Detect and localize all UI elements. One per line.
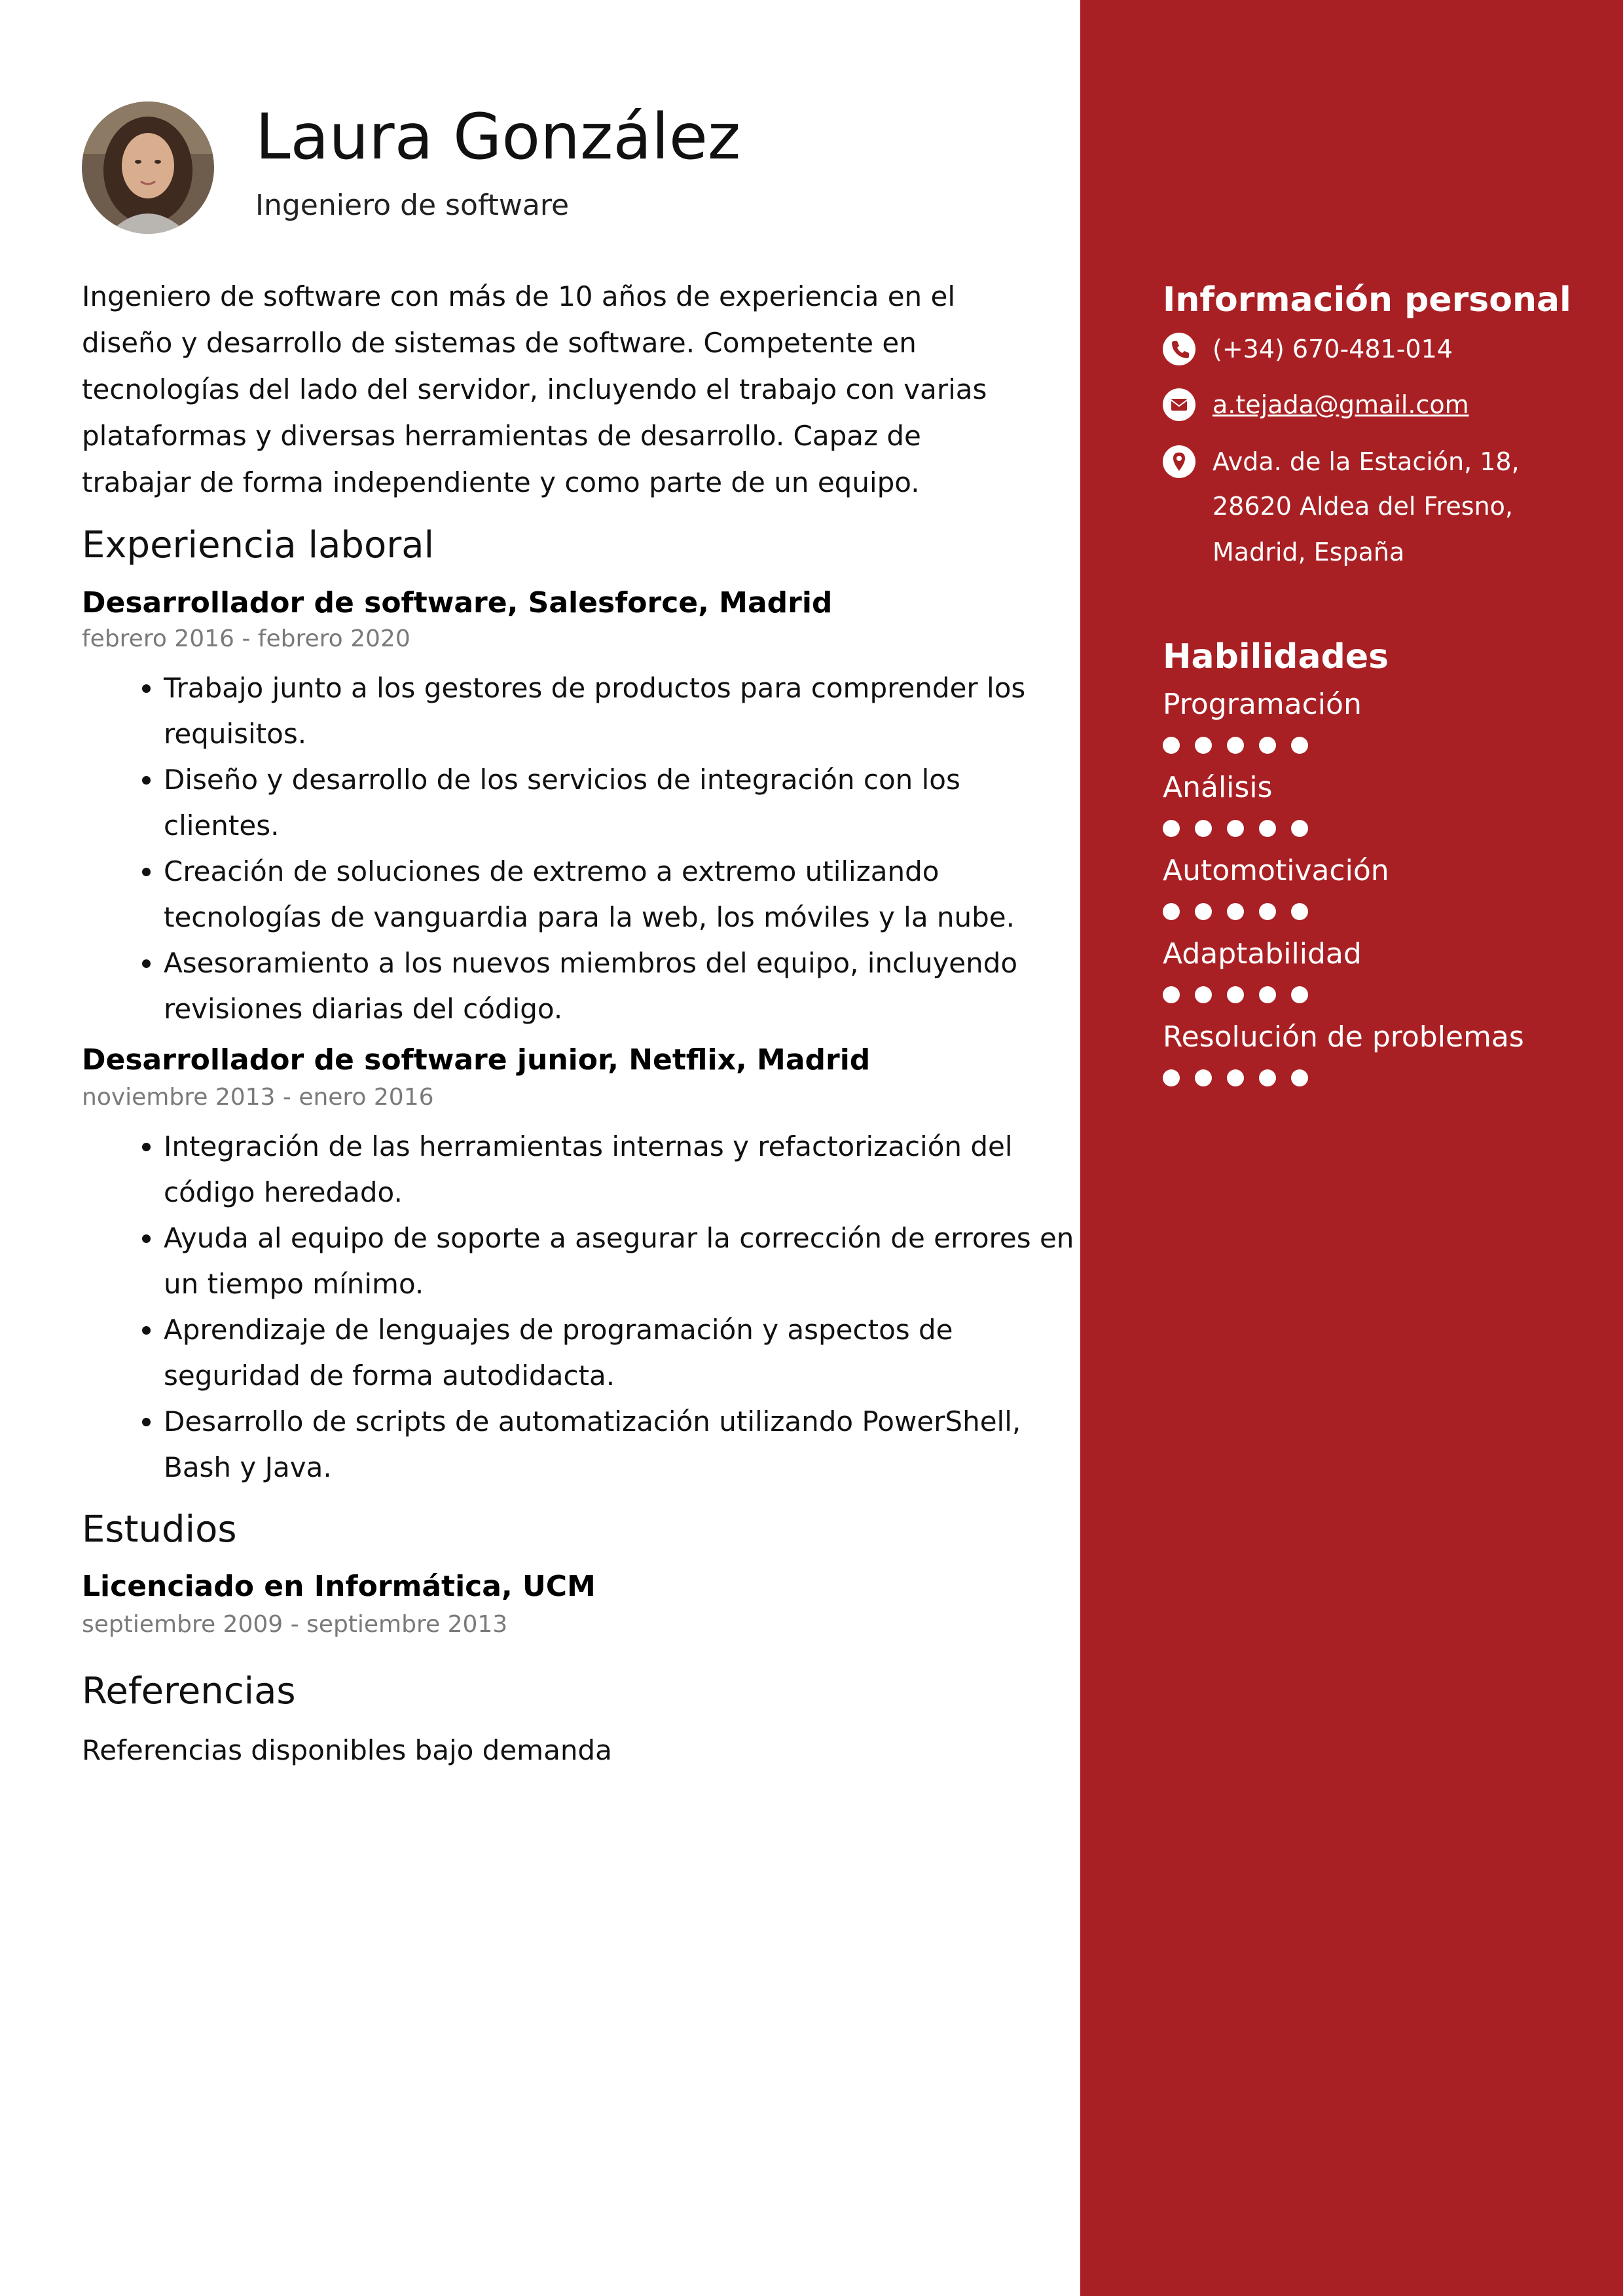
skill-name: Análisis bbox=[1163, 771, 1273, 804]
skill-rating-dot bbox=[1291, 737, 1308, 754]
skill-rating-dot bbox=[1195, 1069, 1212, 1086]
job-bullet: • Ayuda al equipo de soporte a asegurar la corrección de errores en un tiempo mínimo. bbox=[164, 1215, 1080, 1307]
phone-icon bbox=[1163, 333, 1195, 365]
skill-rating-dot bbox=[1291, 1069, 1308, 1086]
map-pin-icon bbox=[1163, 445, 1195, 478]
skill-rating-dot bbox=[1291, 820, 1308, 837]
job-bullet: • Integración de las herramientas internas y refactorización del código heredado. bbox=[164, 1124, 1080, 1215]
skill-rating-dot bbox=[1163, 820, 1180, 837]
education-degree: Licenciado en Informática, UCM bbox=[82, 1570, 596, 1603]
skill-rating-dot bbox=[1195, 986, 1212, 1003]
job-heading: Desarrollador de software junior, Netflix, Madrid bbox=[82, 1043, 871, 1077]
skill-rating-dot bbox=[1163, 903, 1180, 920]
skill-rating-dot bbox=[1259, 1069, 1276, 1086]
skill-rating-dot bbox=[1227, 903, 1244, 920]
job-dates: noviembre 2013 - enero 2016 bbox=[82, 1084, 434, 1111]
profile-photo bbox=[82, 102, 214, 234]
education-dates: septiembre 2009 - septiembre 2013 bbox=[82, 1611, 508, 1638]
address-line: Avda. de la Estación, 18, bbox=[1213, 447, 1520, 476]
skill-rating-dot bbox=[1259, 737, 1276, 754]
skill-name: Automotivación bbox=[1163, 854, 1389, 887]
job-dates: febrero 2016 - febrero 2020 bbox=[82, 625, 410, 652]
job-bullet: • Desarrollo de scripts de automatización utilizando PowerShell, Bash y Java. bbox=[164, 1399, 1080, 1491]
skill-rating-dot bbox=[1195, 903, 1212, 920]
skill-rating-dot bbox=[1227, 737, 1244, 754]
skill-rating-dot bbox=[1291, 986, 1308, 1003]
skill-name: Adaptabilidad bbox=[1163, 937, 1362, 971]
skill-rating-dot bbox=[1227, 986, 1244, 1003]
job-bullet: • Creación de soluciones de extremo a extremo utilizando tecnologías de vanguardia para la web, los móviles y la nube. bbox=[164, 849, 1080, 940]
skill-rating-dot bbox=[1195, 820, 1212, 837]
address-line: Madrid, España bbox=[1213, 538, 1405, 566]
skill-rating-dot bbox=[1259, 903, 1276, 920]
candidate-job-title: Ingeniero de software bbox=[255, 189, 570, 222]
education-heading: Estudios bbox=[82, 1508, 237, 1551]
skill-rating-dot bbox=[1291, 903, 1308, 920]
personal-info-heading: Información personal bbox=[1163, 280, 1571, 320]
skills-heading: Habilidades bbox=[1163, 637, 1389, 676]
references-text: Referencias disponibles bajo demanda bbox=[82, 1734, 612, 1766]
job-bullet-list bbox=[82, 665, 1080, 1032]
job-bullet: • Diseño y desarrollo de los servicios de integración con los clientes. bbox=[164, 757, 1080, 849]
experience-heading: Experiencia laboral bbox=[82, 524, 435, 566]
candidate-name: Laura González bbox=[255, 100, 741, 174]
job-bullet: • Asesoramiento a los nuevos miembros del equipo, incluyendo revisiones diarias del código. bbox=[164, 940, 1080, 1032]
skill-rating-dot bbox=[1227, 1069, 1244, 1086]
skill-rating-dot bbox=[1163, 737, 1180, 754]
envelope-icon bbox=[1163, 388, 1195, 421]
job-heading: Desarrollador de software, Salesforce, Madrid bbox=[82, 586, 833, 620]
references-heading: Referencias bbox=[82, 1670, 296, 1713]
skill-rating-dot bbox=[1259, 820, 1276, 837]
job-bullet: • Aprendizaje de lenguajes de programación y aspectos de seguridad de forma autodidacta. bbox=[164, 1307, 1080, 1399]
job-bullet-list bbox=[82, 1124, 1080, 1491]
job-bullet: • Trabajo junto a los gestores de productos para comprender los requisitos. bbox=[164, 665, 1080, 757]
phone-number: (+34) 670-481-014 bbox=[1213, 335, 1453, 363]
skill-rating-dot bbox=[1195, 737, 1212, 754]
skill-rating-dot bbox=[1163, 1069, 1180, 1086]
skill-name: Programación bbox=[1163, 688, 1362, 721]
skill-rating-dot bbox=[1227, 820, 1244, 837]
skill-rating-dot bbox=[1163, 986, 1180, 1003]
email-link[interactable]: a.tejada@gmail.com bbox=[1213, 390, 1469, 419]
skill-name: Resolución de problemas bbox=[1163, 1020, 1524, 1054]
skill-rating-dot bbox=[1259, 986, 1276, 1003]
profile-summary: Ingeniero de software con más de 10 años de experiencia en el diseño y desarrollo de sistemas de software. Competente en tecnologías del lado del servidor, incluyendo el trabajo con varias plataformas y diversas herramientas de desarrollo. Capaz de trabajar de forma independiente y como parte de un equipo. bbox=[82, 280, 987, 498]
address-line: 28620 Aldea del Fresno, bbox=[1213, 492, 1513, 521]
